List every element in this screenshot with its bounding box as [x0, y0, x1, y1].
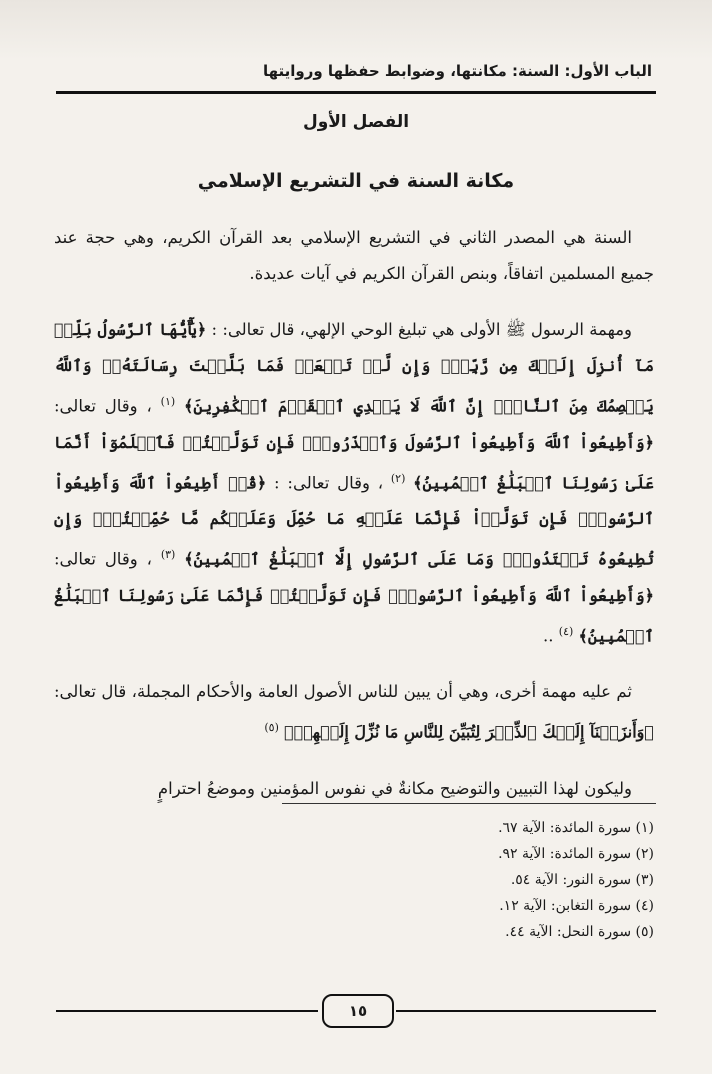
paragraph-4: وليكون لهذا التبيين والتوضيح مكانةٌ في نفوس المؤمنين وموضعُ احترامٍ	[157, 778, 632, 798]
paragraph-3-intro: ثم عليه مهمة أخرى، وهي أن يبين للناس الأصول العامة والأحكام المجملة، قال تعالى:	[54, 682, 632, 701]
header-rule	[56, 91, 656, 94]
paragraph-2-end: ..	[543, 626, 554, 645]
body-text	[54, 220, 654, 817]
quran-verse-3: ﴿قُلۡ أَطِيعُواْ ٱللَّهَ وَأَطِيعُواْ ٱلرَّسُولَۖ فَإِن تَوَلَّوۡاْ فَإِنَّمَا عَلَيۡهِ مَا حُمِّلَ وَعَلَيۡكُم مَّا حُمِّلۡتُمۡۖ وَإِن تُطِيعُوهُ تَهۡتَدُواْۚ وَمَا عَلَى ٱلرَّسُولِ إِلَّا ٱلۡبَلَٰغُ ٱلۡمُبِينُ﴾	[54, 473, 654, 569]
connector-1: ، وقال تعالى:	[54, 396, 152, 416]
page-number	[322, 994, 394, 1028]
paragraph-1: السنة هي المصدر الثاني في التشريع الإسلامي بعد القرآن الكريم، وهي حجة عند جميع المسلمين اتفاقاً، وبنص القرآن الكريم في آيات عديدة.	[54, 228, 654, 283]
footnote-4: (٤) سورة التغابن: الآية ١٢.	[499, 898, 654, 914]
quran-verse-5: ﴿وَأَنزَلۡنَآ إِلَيۡكَ ٱلذِّكۡرَ لِتُبَيِّنَ لِلنَّاسِ مَا نُزِّلَ إِلَيۡهِمۡ﴾	[284, 722, 654, 742]
footnote-mark-3: (٣)	[160, 548, 176, 561]
quran-verse-1: ﴿يَٰٓأَيُّهَا ٱلرَّسُولُ بَلِّغۡ مَآ أُنزِلَ إِلَيۡكَ مِن رَّبِّكَۖ وَإِن لَّمۡ تَفۡعَلۡ فَمَا بَلَّغۡتَ رِسَالَتَهُۥۚ وَٱللَّهُ يَعۡصِمُكَ مِنَ ٱلنَّاسِۗ إِنَّ ٱللَّهَ لَا يَهۡدِي ٱلۡقَوۡمَ ٱلۡكَٰفِرِينَ﴾	[54, 320, 654, 416]
footnotes	[54, 815, 654, 945]
footnote-mark-2: (٢)	[390, 471, 406, 485]
footnote-separator	[282, 803, 656, 804]
page-number-text: ١٥	[348, 1002, 368, 1020]
quran-verse-4: ﴿وَأَطِيعُواْ ٱللَّهَ وَأَطِيعُواْ ٱلرَّسُولَۚ فَإِن تَوَلَّيۡتُمۡ فَإِنَّمَا عَلَىٰ رَسُولِنَا ٱلۡبَلَٰغُ ٱلۡمُبِينُ﴾	[54, 585, 654, 645]
footnote-mark-5: (٥)	[264, 721, 279, 734]
section-title: مكانة السنة في التشريع الإسلامي	[197, 170, 515, 192]
connector-3: ، وقال تعالى:	[54, 549, 152, 569]
paragraph-2-intro: ومهمة الرسول ﷺ الأولى هي تبليغ الوحي الإلهي، قال تعالى: :	[211, 320, 633, 339]
bleed-through-area	[0, 0, 712, 60]
connector-2: ، وقال تعالى: :	[274, 473, 384, 492]
footnote-5: (٥) سورة النحل: الآية ٤٤.	[505, 924, 654, 940]
quran-verse-2: ﴿وَأَطِيعُواْ ٱللَّهَ وَأَطِيعُواْ ٱلرَّسُولَ وَٱحۡذَرُواْۚ فَإِن تَوَلَّيۡتُمۡ فَٱعۡلَمُوٓاْ أَنَّمَا عَلَىٰ رَسُولِنَا ٱلۡبَلَٰغُ ٱلۡمُبِينُ﴾	[54, 432, 654, 492]
footnote-mark-4: (٤)	[558, 624, 574, 638]
paragraph-2	[54, 312, 654, 654]
footer-rule-left	[56, 1010, 318, 1012]
footnote-2: (٢) سورة المائدة: الآية ٩٢.	[498, 846, 654, 862]
chapter-label: الفصل الأول	[302, 112, 410, 132]
footnote-3: (٣) سورة النور: الآية ٥٤.	[510, 872, 654, 888]
paragraph-3	[54, 674, 654, 751]
footnote-mark-1: (١)	[160, 395, 176, 408]
running-head: الباب الأول: السنة: مكانتها، وضوابط حفظها وروايتها	[263, 62, 652, 80]
footnote-1: (١) سورة المائدة: الآية ٦٧.	[498, 820, 654, 836]
footer-rule-right	[396, 1010, 656, 1012]
